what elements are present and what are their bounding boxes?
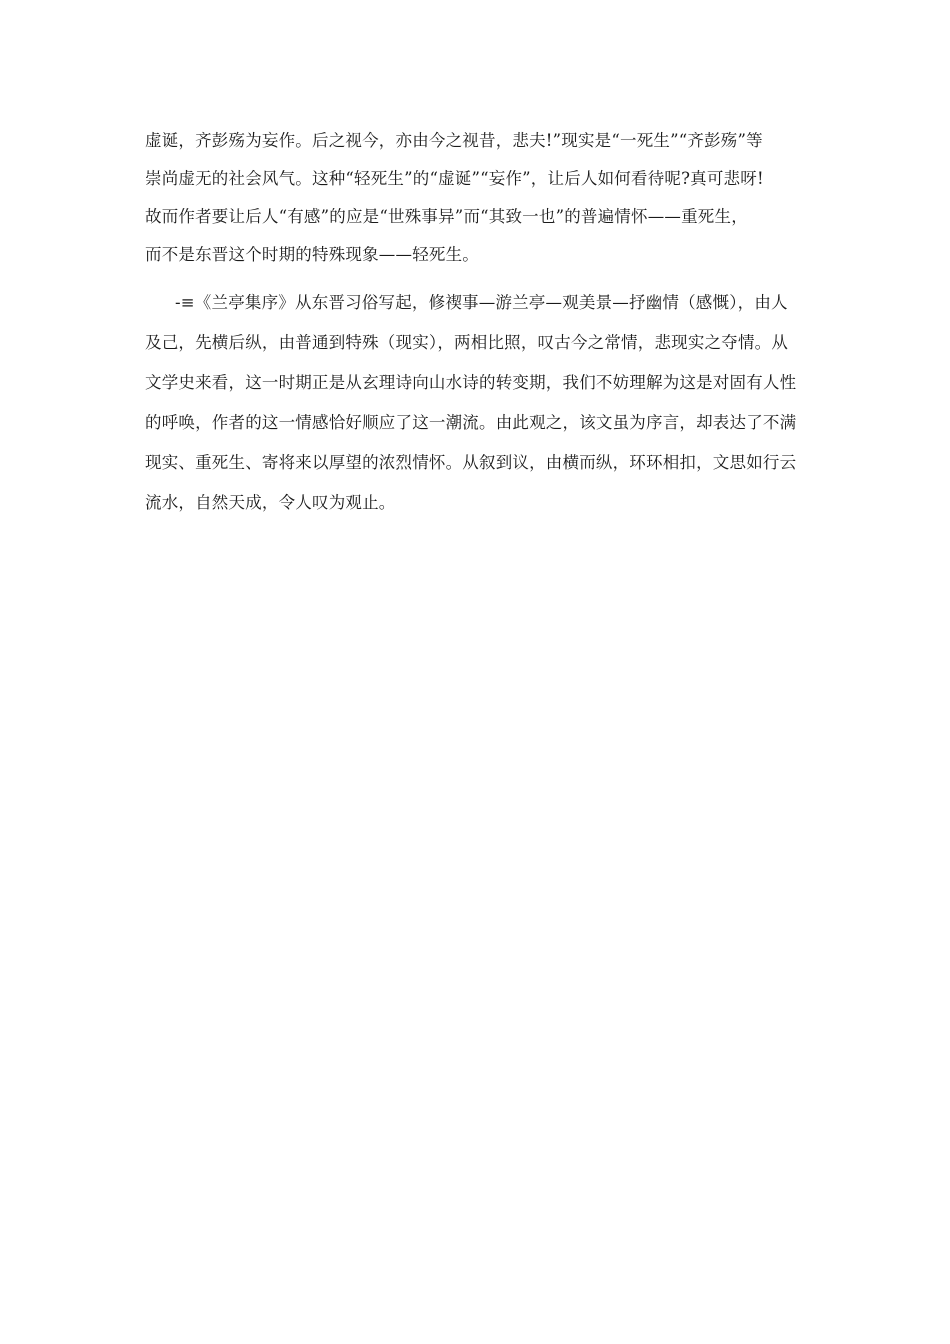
paragraph-1-line-1: 虚诞，齐彭殇为妄作。后之视今，亦由今之视昔，悲夫!”现实是“一死生”“齐彭殇”等 (145, 131, 763, 150)
paragraph-1 (145, 122, 825, 274)
paragraph-2-line-5: 现实、重死生、寄将来以厚望的浓烈情怀。从叙到议，由横而纵，环环相扣，文思如行云 (145, 453, 797, 472)
paragraph-2-line-4: 的呼唤，作者的这一情感恰好顺应了这一潮流。由此观之，该文虽为序言，却表达了不满 (145, 413, 797, 432)
paragraph-1-line-4: 而不是东晋这个时期的特殊现象——轻死生。 (145, 245, 479, 264)
paragraph-2-line-2: 及己，先横后纵，由普通到特殊（现实），两相比照，叹古今之常情，悲现实之夺情。从 (145, 333, 789, 352)
paragraph-2 (145, 283, 825, 523)
paragraph-2-line-1: -≡《兰亭集序》从东晋习俗写起，修禊事—游兰亭—观美景—抒幽情（感慨），由人 (175, 293, 788, 312)
paragraph-2-line-3: 文学史来看，这一时期正是从玄理诗向山水诗的转变期，我们不妨理解为这是对固有人性 (145, 373, 797, 392)
paragraph-1-line-2: 崇尚虚无的社会风气。这种“轻死生”的“虚诞”“妄作”，让后人如何看待呢?真可悲呀! (145, 169, 764, 188)
paragraph-1-line-3: 故而作者要让后人“有感”的应是“世殊事异”而“其致一也”的普遍情怀——重死生， (145, 207, 748, 226)
paragraph-2-line-6: 流水，自然天成，令人叹为观止。 (145, 493, 396, 512)
